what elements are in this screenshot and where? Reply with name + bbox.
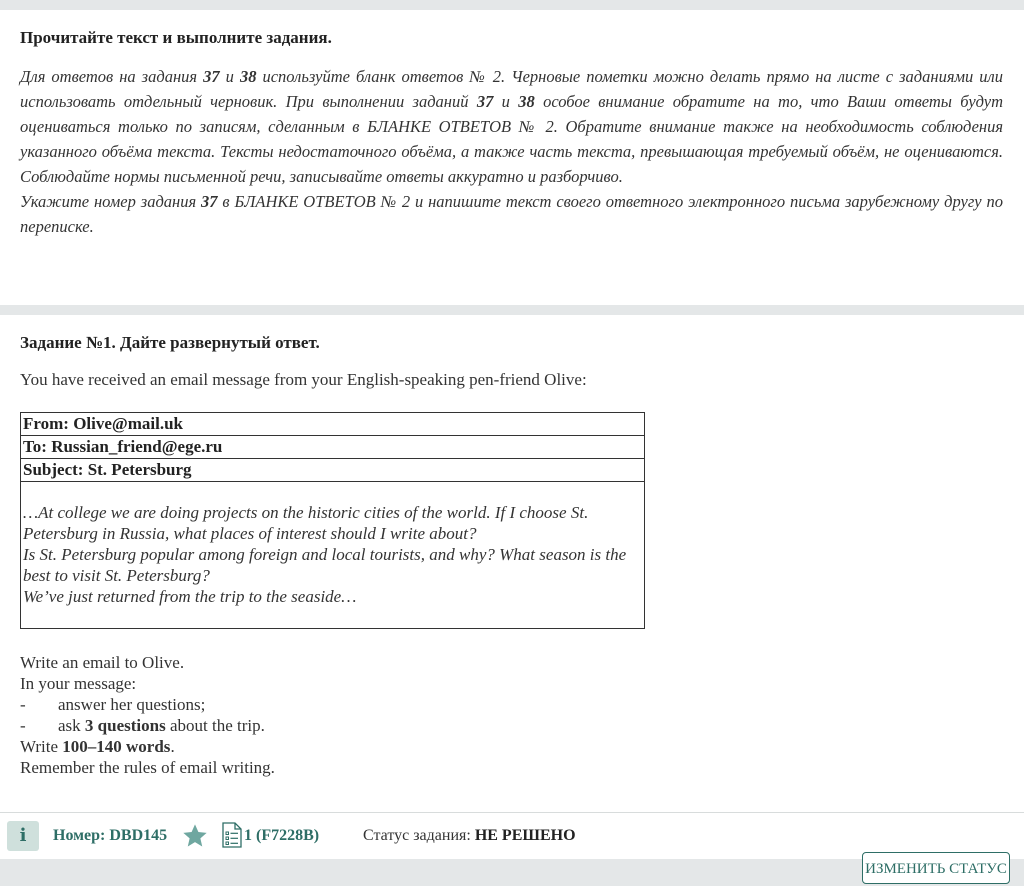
- email-body-line: We’ve just returned from the trip to the seaside…: [23, 587, 357, 606]
- task-number: 37: [476, 92, 494, 111]
- text-fragment: Укажите номер задания: [20, 192, 202, 211]
- requirement-line: [20, 736, 275, 757]
- email-from: From: Olive@mail.uk: [21, 413, 644, 436]
- text-fragment: Для ответов на задания: [20, 67, 204, 86]
- email-subject: Subject: St. Petersburg: [21, 459, 644, 482]
- bullet-text: about the trip.: [165, 716, 265, 735]
- document-list-icon[interactable]: [222, 822, 242, 848]
- word-count: 100–140 words: [62, 737, 171, 756]
- status-label: Статус задания:: [363, 827, 475, 844]
- bullet-text: ask: [58, 716, 85, 735]
- dash-marker: -: [20, 716, 26, 735]
- variant-code-link[interactable]: 1 (F7228B): [244, 827, 320, 844]
- task-number: 38: [518, 92, 535, 111]
- text-fragment: особое внимание обратите на то, что Ваши ответы будут оцениваться только по записям, сделанным в БЛАНКЕ ОТВЕТОВ № 2. Обратите внимание также на необходимость соблюдения указанного объёма текста. Тексты недостаточного объёма, а также часть текста, превышающая требуемый объём, не оцениваются. Соблюдайте нормы письменной речи, записывайте ответы аккуратно и разборчиво.: [20, 92, 1003, 186]
- task-number-label: Номер: DBD145: [53, 827, 168, 844]
- bullet-emphasis: 3 questions: [84, 716, 166, 735]
- bullet-text: answer her questions;: [58, 695, 206, 714]
- instructions-paragraph-1: [20, 64, 1003, 189]
- change-status-button[interactable]: ИЗМЕНИТЬ СТАТУС: [862, 852, 1010, 884]
- star-icon[interactable]: [181, 822, 209, 850]
- email-body-line: Is St. Petersburg popular among foreign and local tourists, and why? What season is the best to visit St. Petersburg?: [23, 545, 627, 585]
- requirement-bullet: [20, 715, 275, 736]
- task-heading: Задание №1. Дайте развернутый ответ.: [20, 333, 320, 352]
- task-intro: You have received an email message from your English-speaking pen-friend Olive:: [20, 370, 587, 389]
- email-body: [21, 482, 644, 628]
- status-value: НЕ РЕШЕНО: [474, 827, 576, 844]
- text-fragment: в БЛАНКЕ ОТВЕТОВ № 2 и напишите текст своего ответного электронного письма зарубежному другу по переписке.: [20, 192, 1003, 236]
- instructions-paragraph-2: [20, 189, 1003, 239]
- text-fragment: и: [219, 67, 240, 86]
- text-fragment: и: [493, 92, 519, 111]
- instructions-text: [20, 64, 1003, 239]
- instructions-panel: [0, 10, 1024, 305]
- task-number: 38: [239, 67, 257, 86]
- task-requirements: [20, 652, 275, 778]
- task-number: 37: [201, 192, 218, 211]
- text-fragment: .: [170, 737, 175, 756]
- email-box: [20, 412, 645, 629]
- instructions-heading: Прочитайте текст и выполните задания.: [20, 28, 332, 47]
- task-number: 37: [203, 67, 220, 86]
- text-fragment: Write: [20, 737, 63, 756]
- task-status: [363, 827, 576, 845]
- requirement-line: Remember the rules of email writing.: [20, 758, 275, 777]
- requirement-line: In your message:: [20, 674, 137, 693]
- email-to: To: Russian_friend@ege.ru: [21, 436, 644, 459]
- requirement-bullet: [20, 694, 275, 715]
- email-body-line: …At college we are doing projects on the historic cities of the world. If I choose St. Petersburg in Russia, what places of interest should I write about?: [23, 503, 589, 543]
- requirement-line: Write an email to Olive.: [20, 653, 185, 672]
- dash-marker: -: [20, 695, 26, 714]
- text-fragment: используйте бланк ответов № 2. Черновые пометки можно делать прямо на листе с заданиями или использовать отдельный черновик. При выполнении заданий: [20, 67, 1004, 111]
- task-panel: [0, 315, 1024, 858]
- info-button[interactable]: i: [7, 821, 39, 851]
